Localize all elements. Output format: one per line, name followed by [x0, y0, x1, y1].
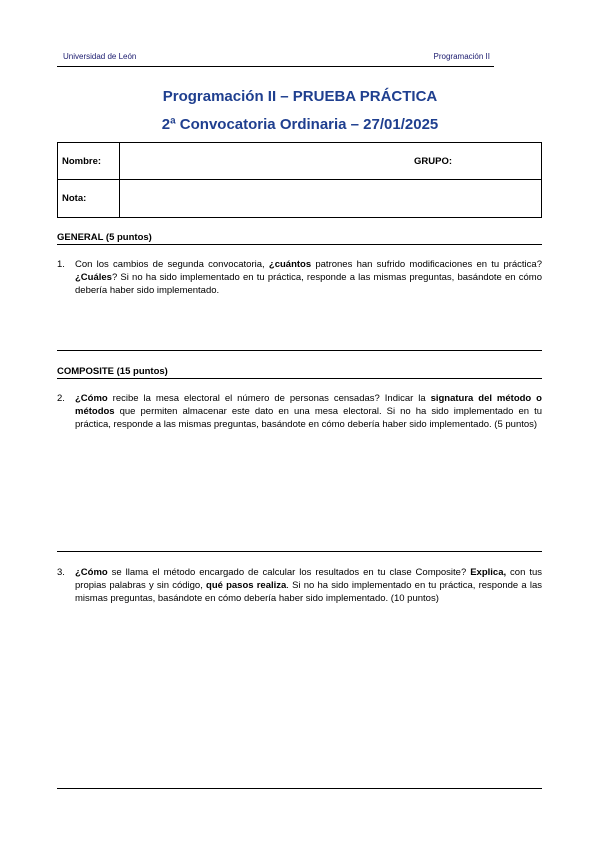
question-3 — [57, 566, 542, 605]
question-3-text: ¿Cómo se llama el método encargado de calcular los resultados en tu clase Composite? Explica, con tus propias palabras y sin código, qué pasos realiza. Si no ha sido implementado en tu práctica, responde a las mismas preguntas, basándote en cómo debería haber sido implementado. (10 puntos) — [75, 567, 542, 604]
question-2-number: 2. — [57, 393, 65, 404]
section-general-heading: GENERAL (5 puntos) — [57, 232, 542, 245]
header-course: Programación II — [433, 52, 490, 61]
exam-title: Programación II – PRUEBA PRÁCTICA — [162, 88, 438, 105]
group-label: GRUPO: — [414, 155, 452, 167]
student-info-table — [57, 142, 542, 218]
header-university: Universidad de León — [63, 52, 137, 61]
name-label: Nombre: — [58, 143, 120, 180]
header-divider — [57, 66, 494, 67]
question-2 — [57, 392, 542, 431]
exam-subtitle: 2ª Convocatoria Ordinaria – 27/01/2025 — [161, 116, 439, 133]
section-composite-heading: COMPOSITE (15 puntos) — [57, 366, 542, 379]
name-field[interactable] — [120, 143, 542, 180]
grade-label: Nota: — [58, 180, 120, 218]
answer-area-divider — [57, 788, 542, 789]
answer-area-divider — [57, 350, 542, 351]
grade-field[interactable] — [120, 180, 542, 218]
question-3-number: 3. — [57, 567, 65, 578]
answer-area-divider — [57, 551, 542, 552]
question-1 — [57, 258, 542, 297]
question-1-text: Con los cambios de segunda convocatoria, ¿cuántos patrones han sufrido modificaciones en tu práctica? ¿Cuáles? Si no ha sido implementado en tu práctica, responde a las mismas preguntas, basándote en cómo debería haber sido implementado. — [75, 259, 542, 296]
question-1-number: 1. — [57, 259, 65, 270]
question-2-text: ¿Cómo recibe la mesa electoral el número de personas censadas? Indicar la signatura del método o métodos que permiten almacenar este dato en una mesa electoral. Si no ha sido implementado en tu práctica, responde a las mismas preguntas, basándote en cómo debería haber sido implementado. (5 puntos) — [75, 393, 542, 430]
